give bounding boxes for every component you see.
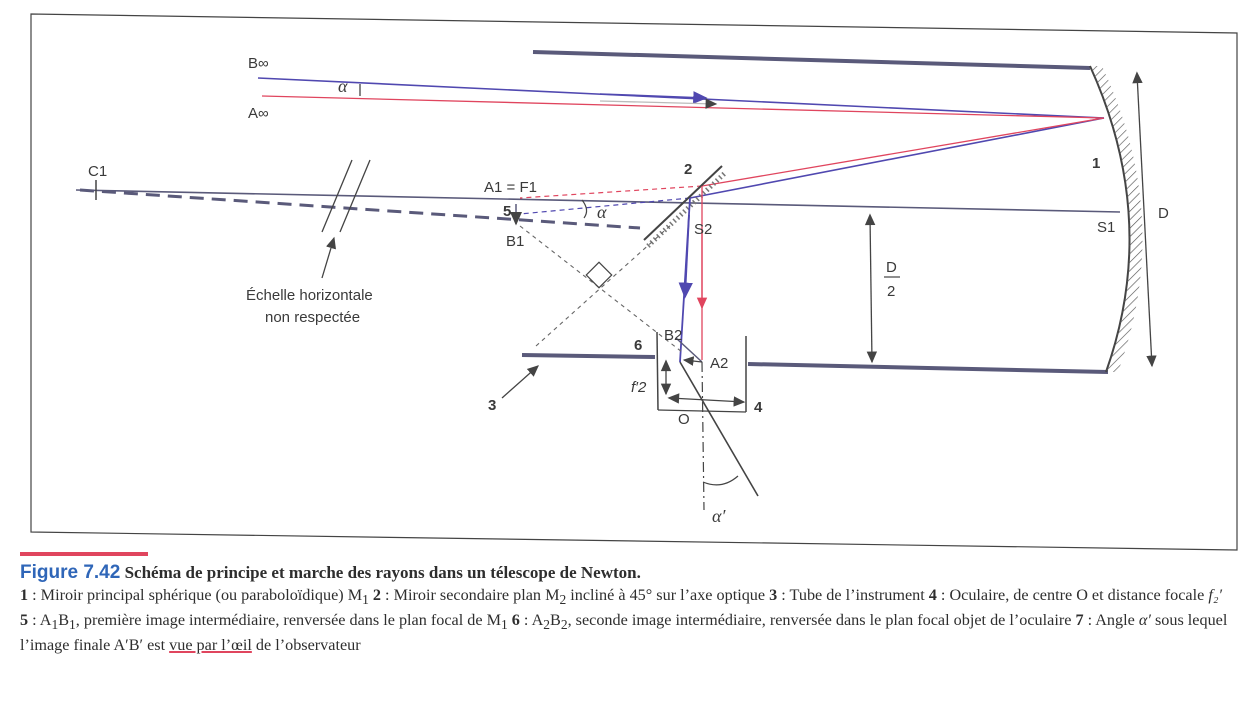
caption-text-5c: , première image intermédiaire, renversée dans le plan focal de M — [75, 611, 501, 630]
label-number-5: 5 — [503, 203, 512, 220]
d-half-dimension — [870, 216, 872, 362]
label-scale-note-line2: non respectée — [265, 309, 361, 326]
label-b2: B2 — [664, 327, 683, 344]
caption-num-2: 2 — [372, 586, 381, 604]
caption-num-5: 5 — [20, 611, 29, 630]
caption-num-6: 6 — [511, 611, 520, 630]
caption-text-6b: B — [550, 611, 561, 630]
caption-text-1: : Miroir principal sphérique (ou paraboloïdique) M — [28, 586, 363, 604]
caption-text-2b: incliné à 45° sur l’axe optique — [566, 586, 770, 604]
label-b-inf: B∞ — [248, 55, 269, 72]
label-b1: B1 — [506, 233, 525, 250]
label-o: O — [678, 411, 690, 428]
caption-sub-6b: 2 — [560, 617, 568, 633]
label-number-1: 1 — [1092, 155, 1101, 172]
ray-b-reflected — [690, 118, 1104, 198]
label-scale-note-line1: Échelle horizontale — [246, 287, 373, 304]
ray-a-arrow — [600, 101, 716, 104]
figure-caption — [20, 552, 1235, 656]
label-d-half-num: D — [886, 259, 897, 276]
construction-line-2 — [536, 224, 672, 346]
ray-a-incoming — [262, 96, 1104, 118]
caption-text-last: de l’observateur — [251, 636, 361, 655]
eyepiece-left-edge — [657, 332, 658, 410]
eyepiece-axis — [702, 362, 704, 510]
tube-bottom-wall-left — [522, 355, 655, 357]
scale-note-arrow — [322, 238, 334, 278]
caption-text-5: : A — [28, 611, 52, 630]
caption-sub-5a: 1 — [51, 617, 59, 633]
caption-underlined-text: vue par l’œil — [169, 636, 252, 655]
caption-sub-1: 1 — [362, 592, 369, 608]
caption-text-7b: sous lequel l’image finale A′B′ est — [20, 611, 1228, 655]
figure-number: Figure 7.42 — [20, 562, 121, 583]
caption-sub-5c: 1 — [500, 617, 508, 633]
eyepiece-width-arrow — [670, 398, 744, 402]
caption-text-7: : Angle — [1083, 611, 1139, 630]
label-alpha-small: α — [597, 202, 607, 222]
caption-alpha-prime: α′ — [1138, 611, 1151, 630]
label-d-side: D — [1158, 205, 1169, 222]
caption-sub-6a: 2 — [543, 617, 551, 633]
label-number-4: 4 — [754, 399, 763, 416]
ray-a-reflected — [702, 118, 1104, 186]
ray-a-virtual — [520, 186, 702, 198]
label-alpha-prime: α′ — [712, 506, 726, 526]
figure-title: Schéma de principe et marche des rayons dans un télescope de Newton. — [124, 563, 641, 582]
caption-text-6c: , seconde image intermédiaire, renversée dans le plan focal objet de l’oculaire — [567, 611, 1076, 630]
caption-num-1: 1 — [20, 586, 29, 604]
tube-top-wall — [533, 52, 1090, 68]
label-a1-f1: A1 = F1 — [484, 179, 537, 196]
caption-body — [20, 585, 1235, 656]
tube-bottom-wall-right — [748, 364, 1108, 372]
label-alpha: α — [338, 76, 348, 96]
caption-num-3: 3 — [769, 586, 778, 604]
label-s2: S2 — [694, 221, 713, 238]
caption-text-6: : A — [519, 611, 544, 630]
caption-text-4: : Oculaire, de centre O et distance focale — [936, 586, 1209, 604]
caption-num-7: 7 — [1075, 611, 1084, 630]
caption-sub-2: 2 — [559, 592, 567, 608]
label-number-2: 2 — [684, 161, 693, 178]
label-number-3: 3 — [488, 397, 497, 414]
label-c1: C1 — [88, 163, 108, 180]
label-f2-prime: f′2 — [631, 379, 647, 396]
alpha-prime-arc — [703, 476, 738, 485]
caption-f2-prime: f₂′ — [1208, 586, 1222, 604]
pointer-3 — [502, 366, 538, 398]
label-a2: A2 — [710, 355, 729, 372]
caption-accent-rule — [20, 552, 148, 556]
label-number-6: 6 — [634, 337, 643, 354]
diagram-border — [31, 14, 1237, 550]
label-s1: S1 — [1097, 219, 1116, 236]
label-a-inf: A∞ — [248, 105, 269, 122]
eyepiece-bottom — [658, 410, 746, 412]
caption-text-2: : Miroir secondaire plan M — [381, 586, 560, 604]
caption-title-line — [20, 562, 1235, 584]
label-d-half-den: 2 — [887, 283, 896, 300]
alpha-arc-a1 — [582, 200, 587, 218]
caption-text-5b: B — [58, 611, 70, 630]
ray-b-incoming — [258, 78, 1104, 118]
right-angle-marker — [586, 262, 611, 287]
caption-num-4: 4 — [928, 586, 937, 604]
caption-text-3: : Tube de l’instrument — [777, 586, 929, 604]
caption-sub-5b: 1 — [69, 617, 76, 633]
